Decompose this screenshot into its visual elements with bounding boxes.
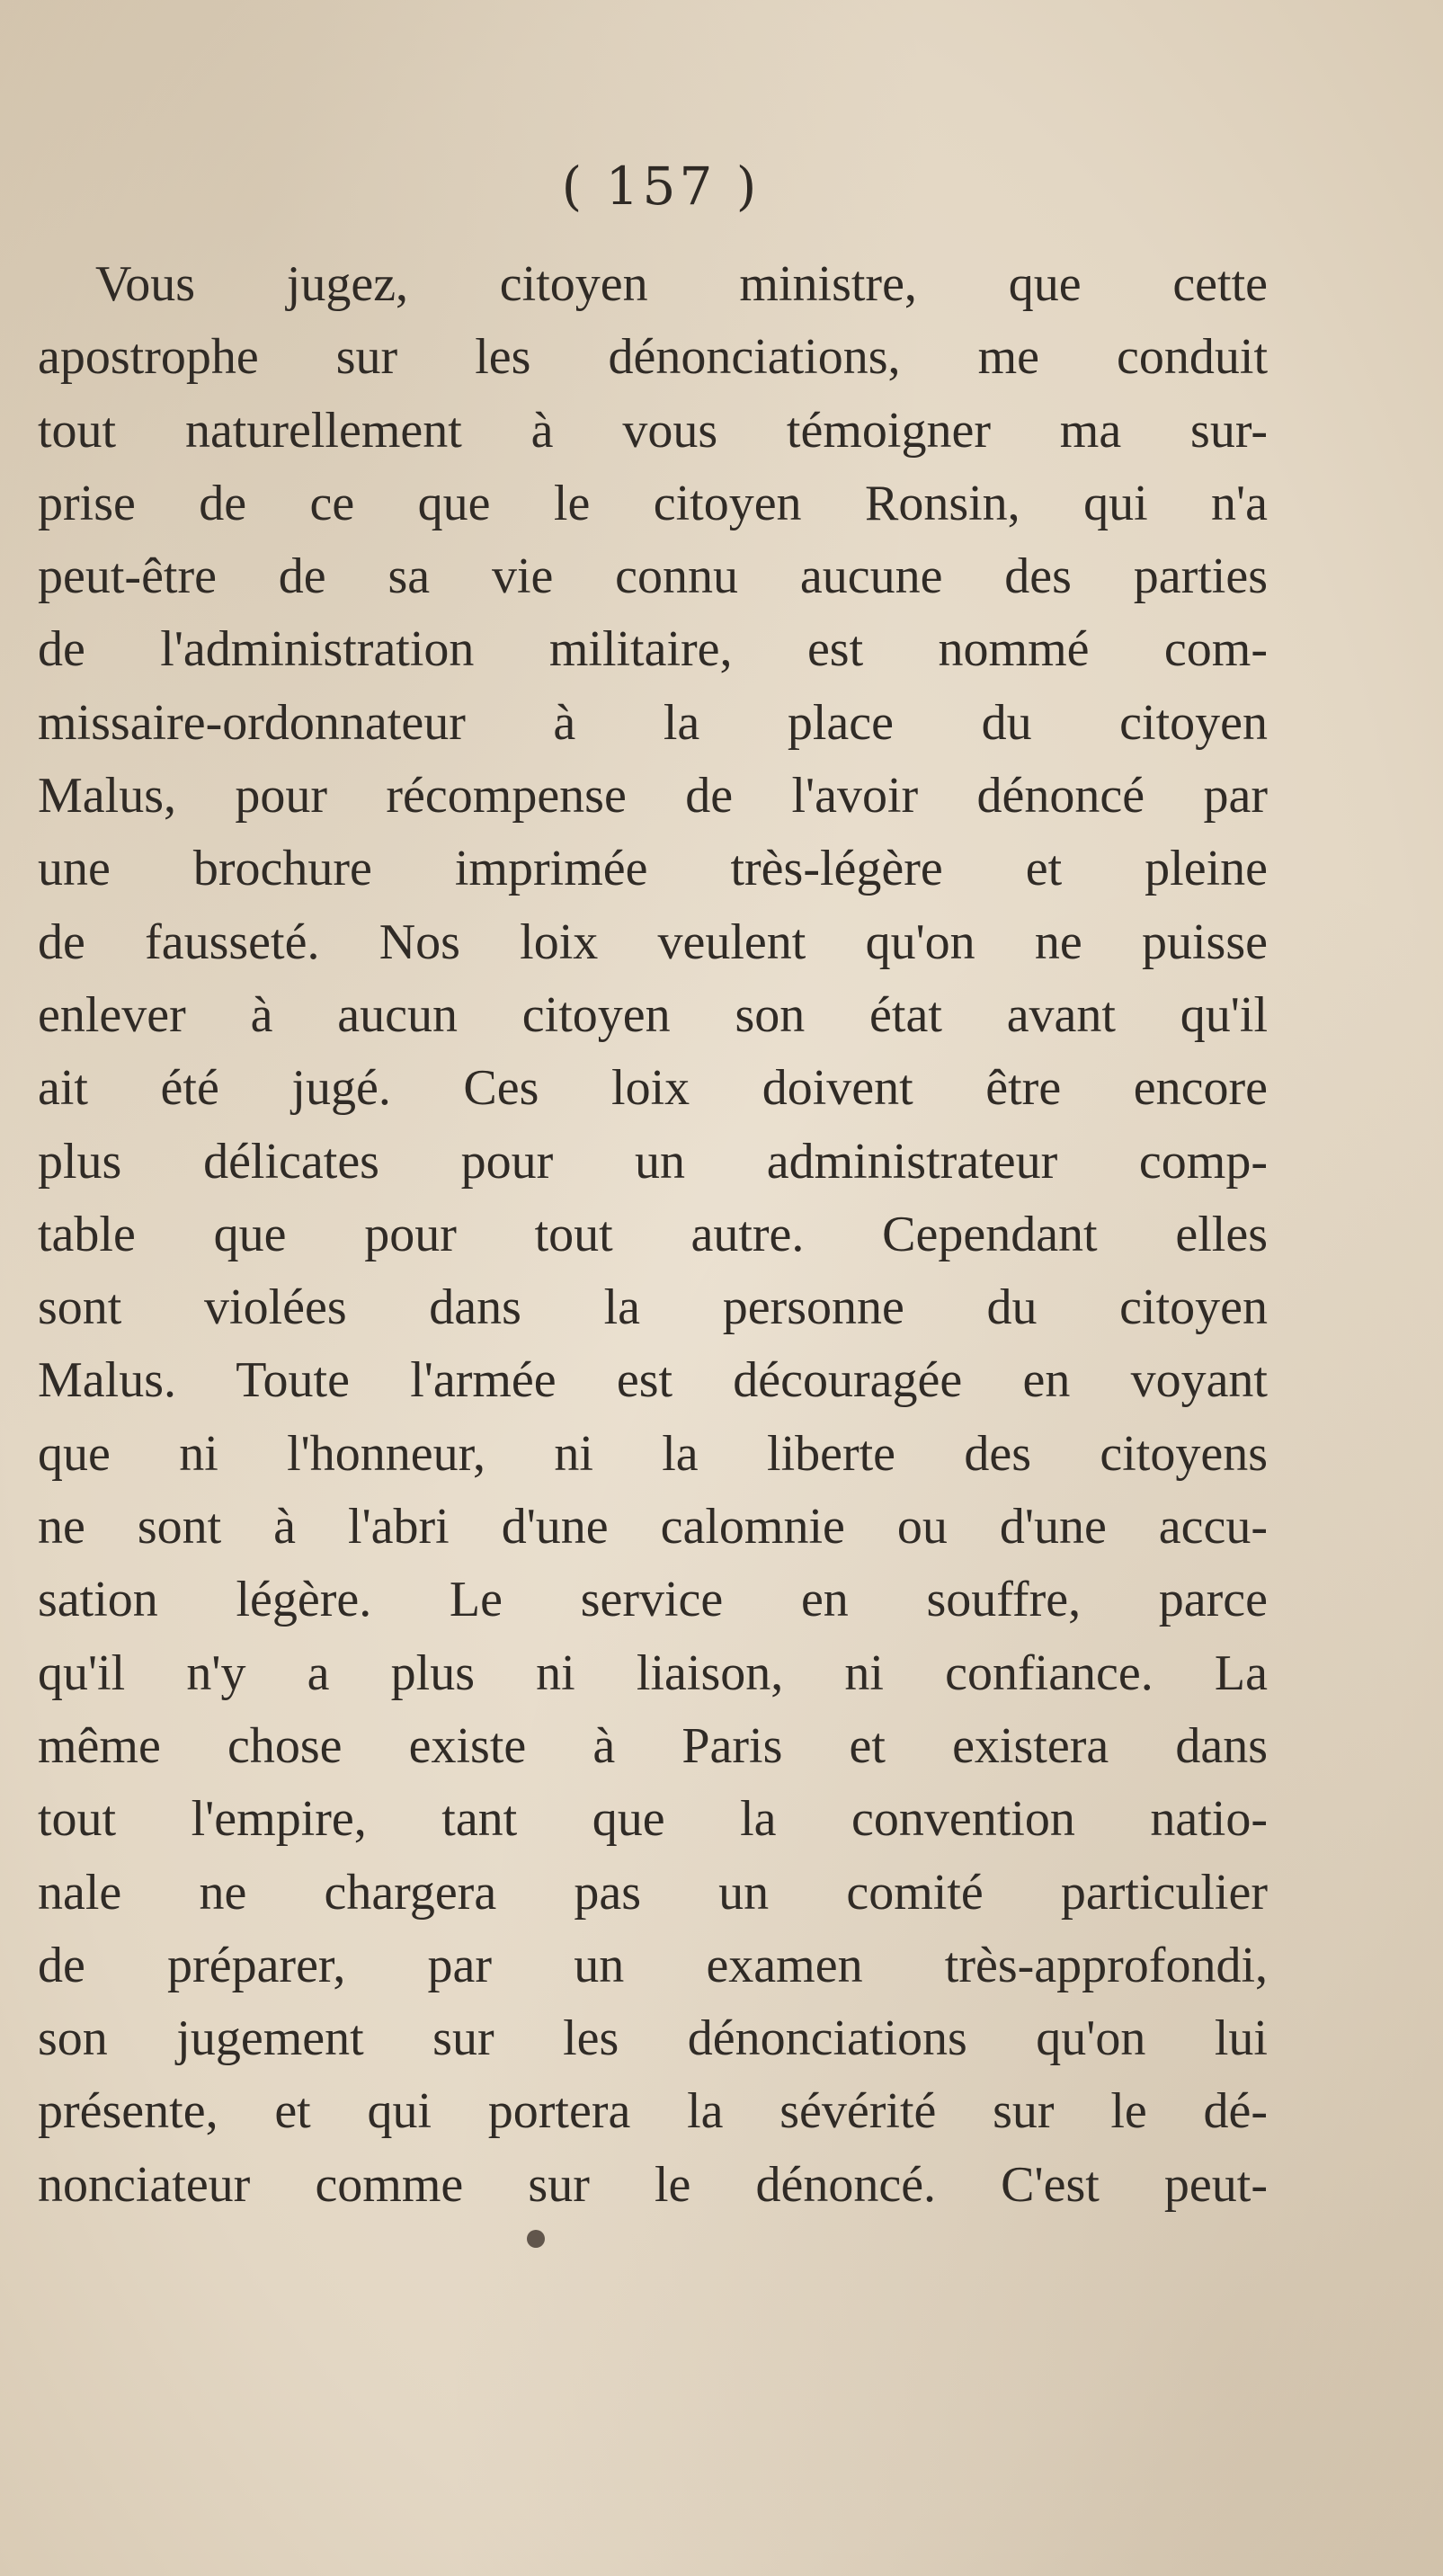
text-line: nonciateur comme sur le dénoncé. C'est peut- <box>38 2156 1268 2213</box>
text-line: apostrophe sur les dénonciations, me conduit <box>38 329 1268 386</box>
text-line: de l'administration militaire, est nommé com- <box>38 621 1268 678</box>
text-line: nale ne chargera pas un comité particulier <box>38 1864 1268 1921</box>
text-line: présente, et qui portera la sévérité sur le dé- <box>38 2083 1268 2140</box>
text-line: une brochure imprimée très-légère et pleine <box>38 841 1268 897</box>
ink-dot-mark <box>527 2230 545 2248</box>
text-line: de préparer, par un examen très-approfondi, <box>38 1937 1268 1993</box>
text-line: peut-être de sa vie connu aucune des parties <box>38 548 1268 605</box>
text-line: sation légère. Le service en souffre, parce <box>38 1572 1268 1628</box>
text-line: missaire-ordonnateur à la place du citoyen <box>38 694 1268 751</box>
text-line: ait été jugé. Ces loix doivent être encore <box>38 1060 1268 1117</box>
text-line: tout l'empire, tant que la convention natio- <box>38 1791 1268 1848</box>
text-line: qu'il n'y a plus ni liaison, ni confiance. La <box>38 1645 1268 1701</box>
text-line: Malus. Toute l'armée est découragée en voyant <box>38 1352 1268 1409</box>
text-line: ne sont à l'abri d'une calomnie ou d'une accu- <box>38 1499 1268 1555</box>
text-line: tout naturellement à vous témoigner ma sur- <box>38 402 1268 459</box>
text-line: de fausseté. Nos loix veulent qu'on ne puisse <box>38 914 1268 970</box>
text-line: son jugement sur les dénonciations qu'on lui <box>38 2010 1268 2067</box>
text-line: table que pour tout autre. Cependant elles <box>38 1206 1268 1262</box>
page-number: ( 157 ) <box>561 156 761 217</box>
text-line: enlever à aucun citoyen son état avant qu'il <box>38 986 1268 1043</box>
text-line: sont violées dans la personne du citoyen <box>38 1279 1268 1336</box>
text-line: Malus, pour récompense de l'avoir dénoncé par <box>38 768 1268 824</box>
text-line: que ni l'honneur, ni la liberte des citoyens <box>38 1425 1268 1482</box>
text-line: même chose existe à Paris et existera dans <box>38 1717 1268 1774</box>
text-line: prise de ce que le citoyen Ronsin, qui n'a <box>38 475 1268 531</box>
text-line: plus délicates pour un administrateur comp- <box>38 1133 1268 1190</box>
body-text <box>38 248 1268 2222</box>
text-line: Vous jugez, citoyen ministre, que cette <box>95 256 1268 312</box>
